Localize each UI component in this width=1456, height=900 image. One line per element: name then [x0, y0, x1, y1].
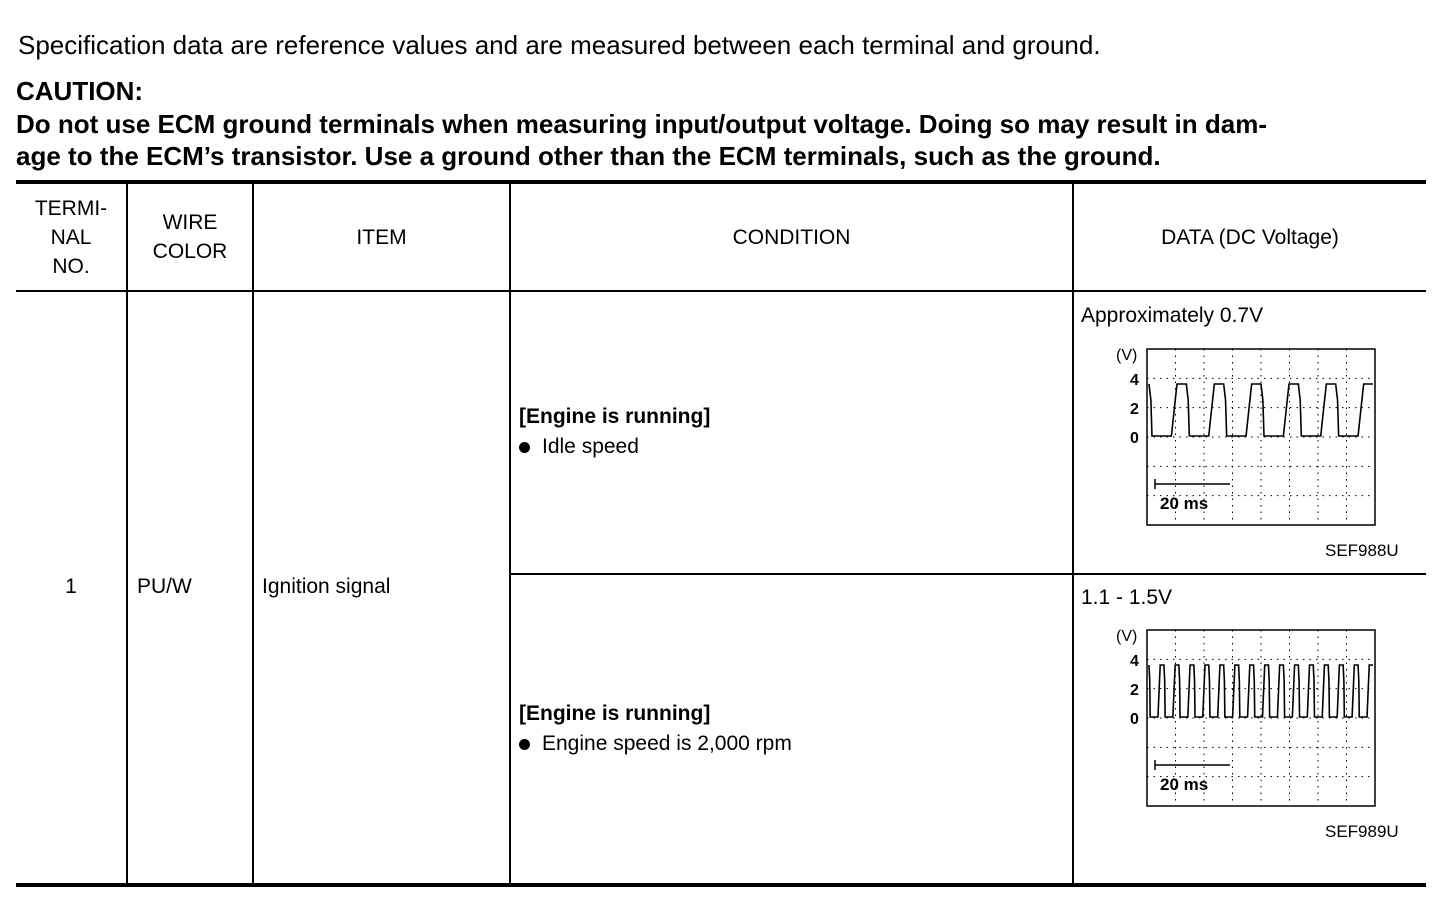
table-bottom-rule: [16, 883, 1426, 887]
waveform-1-time-label: 20 ms: [1160, 494, 1209, 513]
waveform-1-tick-2: 2: [1130, 401, 1139, 418]
header-condition: CONDITION: [732, 226, 851, 249]
header-terminal-no: [16, 194, 126, 281]
waveform-2-unit: (V): [1116, 628, 1138, 645]
data-value-1: Approximately 0.7V: [1081, 304, 1264, 327]
condition-divider: [510, 573, 1426, 575]
table-top-rule: [16, 180, 1426, 184]
terminal-number: 1: [65, 575, 77, 598]
caution-line-1: Do not use ECM ground terminals when measuring input/output voltage. Doing so may result in dam-: [16, 109, 1267, 139]
caution-line-2: age to the ECM’s transistor. Use a ground other than the ECM terminals, such as the ground.: [16, 141, 1161, 171]
waveform-1-tick-4: 4: [1130, 372, 1139, 389]
ref-code-1: SEF988U: [1325, 541, 1399, 560]
header-terminal-line-1: TERMI-: [34, 197, 108, 220]
header-data: DATA (DC Voltage): [1161, 226, 1339, 249]
waveform-2-tick-0: 0: [1130, 711, 1139, 728]
header-terminal-line-3: NO.: [52, 255, 90, 278]
waveform-2-time-label: 20 ms: [1160, 775, 1209, 794]
condition-2: [519, 702, 792, 756]
col-divider-2: [252, 182, 254, 885]
waveform-1-unit: (V): [1116, 347, 1138, 364]
bullet-icon: [519, 739, 530, 750]
header-item: ITEM: [356, 226, 407, 249]
col-divider-4: [1072, 182, 1074, 885]
data-value-2: 1.1 - 1.5V: [1081, 586, 1173, 609]
condition-2-bullet-row: [519, 732, 792, 756]
header-wire-line-2: COLOR: [152, 240, 228, 263]
condition-1-title: [Engine is running]: [519, 405, 711, 428]
condition-1-bullet: Idle speed: [542, 435, 639, 458]
header-wire-line-1: WIRE: [162, 211, 218, 234]
bullet-icon: [519, 442, 530, 453]
header-terminal-line-2: NAL: [50, 226, 92, 249]
waveform-idle: [1100, 340, 1390, 535]
condition-2-bullet: Engine speed is 2,000 rpm: [542, 732, 792, 755]
waveform-1-tick-0: 0: [1130, 430, 1139, 447]
header-wire-color: [128, 208, 252, 266]
waveform-2-tick-4: 4: [1130, 653, 1139, 670]
col-divider-1: [126, 182, 128, 885]
waveform-2-tick-2: 2: [1130, 682, 1139, 699]
waveform-2000rpm: [1100, 621, 1390, 816]
condition-1-bullet-row: [519, 435, 710, 459]
caution-title: CAUTION:: [16, 76, 144, 106]
ref-code-2: SEF989U: [1325, 822, 1399, 841]
wire-color: PU/W: [137, 575, 192, 598]
col-divider-3: [509, 182, 511, 885]
item-name: Ignition signal: [262, 575, 391, 598]
header-bottom-rule: [16, 290, 1426, 292]
intro-text: Specification data are reference values and are measured between each terminal and ground.: [18, 30, 1101, 60]
caution-body: [16, 108, 1434, 172]
condition-1: [519, 405, 710, 459]
condition-2-title: [Engine is running]: [519, 702, 711, 725]
